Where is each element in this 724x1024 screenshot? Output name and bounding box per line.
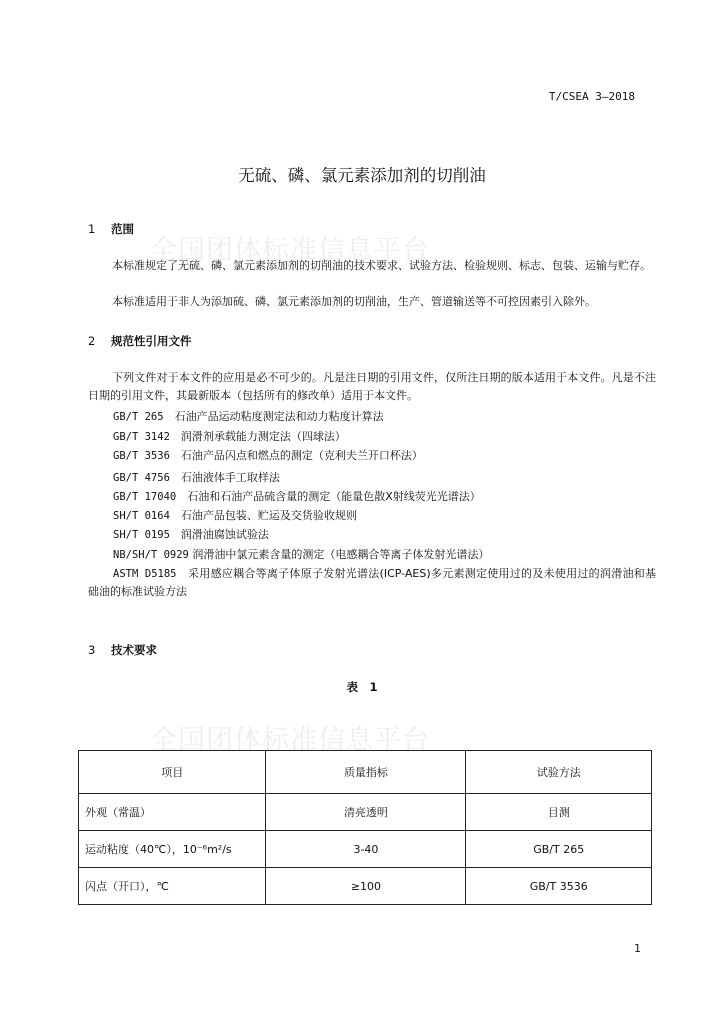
reference-title: 石油和石油产品硫含量的测定（能量色散X射线荧光光谱法） — [187, 490, 481, 503]
reference-title: 润滑油腐蚀试验法 — [180, 528, 269, 541]
watermark-text: 全国团体标准信息平台 — [150, 235, 430, 266]
reference-title: 石油液体手工取样法 — [180, 471, 280, 484]
reference-code: SH/T 0164 — [113, 510, 170, 522]
table-header-row — [79, 751, 652, 794]
page-number: 1 — [634, 942, 641, 955]
section-title: 范围 — [110, 222, 134, 236]
reference-item — [113, 488, 481, 504]
table-header-cell: 质量指标 — [266, 751, 466, 794]
table-header-cell: 项目 — [79, 751, 266, 794]
table-cell: 外观（常温） — [79, 794, 266, 831]
reference-title: 润滑剂承载能力测定法（四球法） — [180, 430, 346, 443]
table-row — [79, 794, 652, 831]
technical-requirements-table — [78, 750, 652, 905]
reference-item — [113, 469, 280, 485]
section-heading-technical-requirements — [88, 642, 157, 658]
table-cell: 3-40 — [266, 831, 466, 868]
standard-code: T/CSEA 3—2018 — [548, 90, 635, 103]
reference-item — [113, 507, 357, 523]
reference-title: 石油产品包装、贮运及交货验收规则 — [180, 509, 357, 522]
table-cell: 清亮透明 — [266, 794, 466, 831]
reference-item — [113, 447, 423, 463]
reference-item — [113, 526, 269, 542]
scope-paragraph-2: 本标准适用于非人为添加硫、磷、氯元素添加剂的切削油，生产、管道输送等不可控因素引入除外。 — [112, 295, 596, 308]
section-heading-references — [88, 333, 191, 349]
table-header-cell: 试验方法 — [466, 751, 652, 794]
reference-item — [113, 546, 489, 562]
reference-code: GB/T 3142 — [113, 431, 170, 443]
references-intro: 下列文件对于本文件的应用是必不可少的。凡是注日期的引用文件，仅所注日期的版本适用于本文件。凡是不注日期的引用文件，其最新版本（包括所有的修改单）适用于本文件。 — [88, 371, 656, 402]
reference-title: 润滑油中氯元素含量的测定（电感耦合等离子体发射光谱法） — [192, 548, 490, 561]
reference-item — [113, 408, 384, 424]
section-title: 技术要求 — [110, 643, 157, 657]
reference-code: GB/T 3536 — [113, 450, 170, 462]
watermark-text: 全国团体标准信息平台 — [150, 725, 430, 756]
table-row — [79, 868, 652, 905]
reference-code: GB/T 265 — [113, 411, 164, 423]
table-cell: 目测 — [466, 794, 652, 831]
section-title: 规范性引用文件 — [110, 334, 192, 348]
table-caption: 表 1 — [346, 680, 378, 694]
table-cell: 闪点（开口），℃ — [79, 868, 266, 905]
reference-code: GB/T 4756 — [113, 472, 170, 484]
section-heading-scope — [88, 221, 134, 237]
reference-code: ASTM D5185 — [113, 568, 177, 580]
reference-item — [113, 428, 346, 444]
reference-title: 采用感应耦合等离子体原子发射光谱法(ICP-AES)多元素测定使用过的及未使用过的润滑油和基础油的标准试验方法 — [88, 567, 656, 598]
reference-code: SH/T 0195 — [113, 529, 170, 541]
reference-title: 石油产品运动粘度测定法和动力粘度计算法 — [174, 410, 384, 423]
reference-code: GB/T 17040 — [113, 491, 177, 503]
section-number: 1 — [88, 222, 96, 236]
section-number: 3 — [88, 643, 96, 657]
scope-paragraph-1: 本标准规定了无硫、磷、氯元素添加剂的切削油的技术要求、试验方法、检验规则、标志、包装、运输与贮存。 — [112, 259, 651, 272]
reference-code: NB/SH/T 0929 — [113, 549, 189, 561]
reference-title: 石油产品闪点和燃点的测定（克利夫兰开口杯法） — [180, 449, 423, 462]
table-cell: GB/T 3536 — [466, 868, 652, 905]
table-cell: ≥100 — [266, 868, 466, 905]
table-cell: 运动粘度（40℃），10⁻⁶m²/s — [79, 831, 266, 868]
section-number: 2 — [88, 334, 96, 348]
table-cell: GB/T 265 — [466, 831, 652, 868]
reference-item — [88, 565, 656, 601]
document-title: 无硫、磷、氯元素添加剂的切削油 — [238, 166, 486, 185]
table-row — [79, 831, 652, 868]
